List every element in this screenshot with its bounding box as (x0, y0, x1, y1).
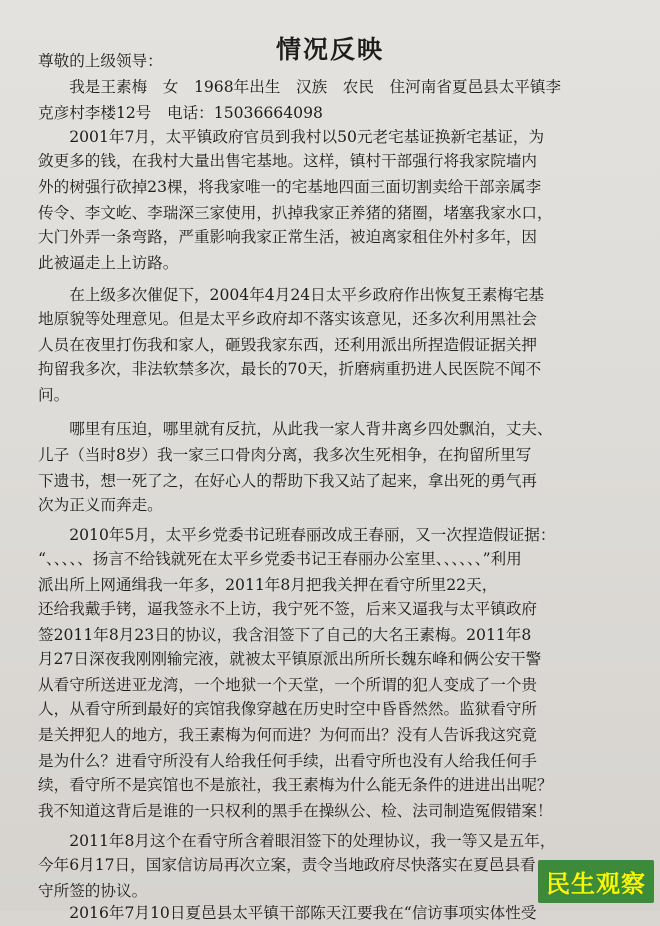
body-line: 在上级多次催促下，2004年4月24日太平乡政府作出恢复王素梅宅基 (38, 286, 545, 304)
body-line: 今年6月17日，国家信访局再次立案，责令当地政府尽快落实在夏邑县看 (38, 856, 536, 874)
body-line: 下遗书，想一死了之，在好心人的帮助下我又站了起来，拿出死的勇气再 (38, 472, 538, 490)
watermark-logo: 民生观察 (538, 860, 654, 903)
body-line: 哪里有压迫，哪里就有反抗，从此我一家人背井离乡四处飘泊，丈夫、 (38, 420, 553, 438)
body-line: 续，看守所不是宾馆也不是旅社，我王素梅为什么能无条件的进进出出呢？ (38, 776, 553, 794)
body-line: 守所签的协议。 (38, 882, 148, 900)
body-line: 月27日深夜我刚刚输完液，就被太平镇原派出所所长魏东峰和俩公安干警 (38, 650, 542, 668)
body-line: 尊敬的上级领导： (38, 52, 163, 70)
body-line: 2001年7月，太平镇政府官员到我村以50元老宅基证换新宅基证，为 (38, 128, 545, 146)
body-line: 我是王素梅 女 1968年出生 汉族 农民 住河南省夏邑县太平镇李 (38, 78, 562, 96)
body-line: 人，从看守所到最好的宾馆我像穿越在历史时空中昏昏然然。监狱看守所 (38, 700, 538, 718)
body-line: 2011年8月这个在看守所含着眼泪签下的处理协议，我一等又是五年， (38, 832, 556, 850)
body-line: 传令、李文屹、李瑞深三家使用，扒掉我家正养猪的猪圈，堵塞我家水口， (38, 204, 553, 222)
body-line: 地原貌等处理意见。但是太平乡政府却不落实该意见，还多次利用黑社会 (38, 310, 538, 328)
body-line: 儿子（当时8岁）我一家三口骨肉分离，我多次生死相争，在拘留所里写 (38, 446, 532, 464)
body-line: 还给我戴手铐，逼我签永不上访，我宁死不签，后来又逼我与太平镇政府 (38, 600, 538, 618)
body-line: 问。 (38, 386, 70, 404)
body-line: 克彦村李楼12号 电话：15036664098 (38, 104, 323, 122)
body-line: 从看守所送进亚龙湾，一个地狱一个天堂，一个所谓的犯人变成了一个贵 (38, 676, 538, 694)
body-line: 我不知道这背后是谁的一只权利的黑手在操纵公、检、法司制造冤假错案！ (38, 802, 553, 820)
body-line: 派出所上网通缉我一年多，2011年8月把我关押在看守所里22天， (38, 576, 498, 594)
body-line: 外的树强行砍掉23棵，将我家唯一的宅基地四面三面切割卖给干部亲属李 (38, 178, 542, 196)
body-line: 2010年5月，太平乡党委书记班春丽改成王春丽，又一次捏造假证据： (38, 526, 556, 544)
body-line: 此被逼走上上访路。 (38, 254, 179, 272)
body-line: 签2011年8月23日的协议，我含泪签下了自己的大名王素梅。2011年8 (38, 626, 532, 644)
body-line: 大门外弄一条弯路，严重影响我家正常生活，被迫离家租住外村多年，因 (38, 228, 538, 246)
body-line: 是为什么？进看守所没有人给我任何手续，出看守所也没有人给我任何手 (38, 752, 538, 770)
body-line: 2016年7月10日夏邑县太平镇干部陈天江要我在“信访事项实体性受 (38, 904, 537, 922)
body-line: 人员在夜里打伤我和家人，砸毁我家东西，还利用派出所捏造假证据关押 (38, 336, 538, 354)
document-title: 情况反映 (275, 35, 384, 64)
body-line: “、、、、、扬言不给钱就死在太平乡党委书记王春丽办公室里、、、、、、”利用 (38, 550, 522, 568)
body-line: 拘留我多次，非法软禁多次，最长的70天，折磨病重扔进人民医院不闻不 (38, 360, 542, 378)
body-line: 是关押犯人的地方，我王素梅为何而进？为何而出？没有人告诉我这究竟 (38, 726, 538, 744)
body-line: 次为正义而奔走。 (38, 496, 163, 514)
body-line: 敛更多的钱，在我村大量出售宅基地。这样，镇村干部强行将我家院墙内 (38, 152, 538, 170)
